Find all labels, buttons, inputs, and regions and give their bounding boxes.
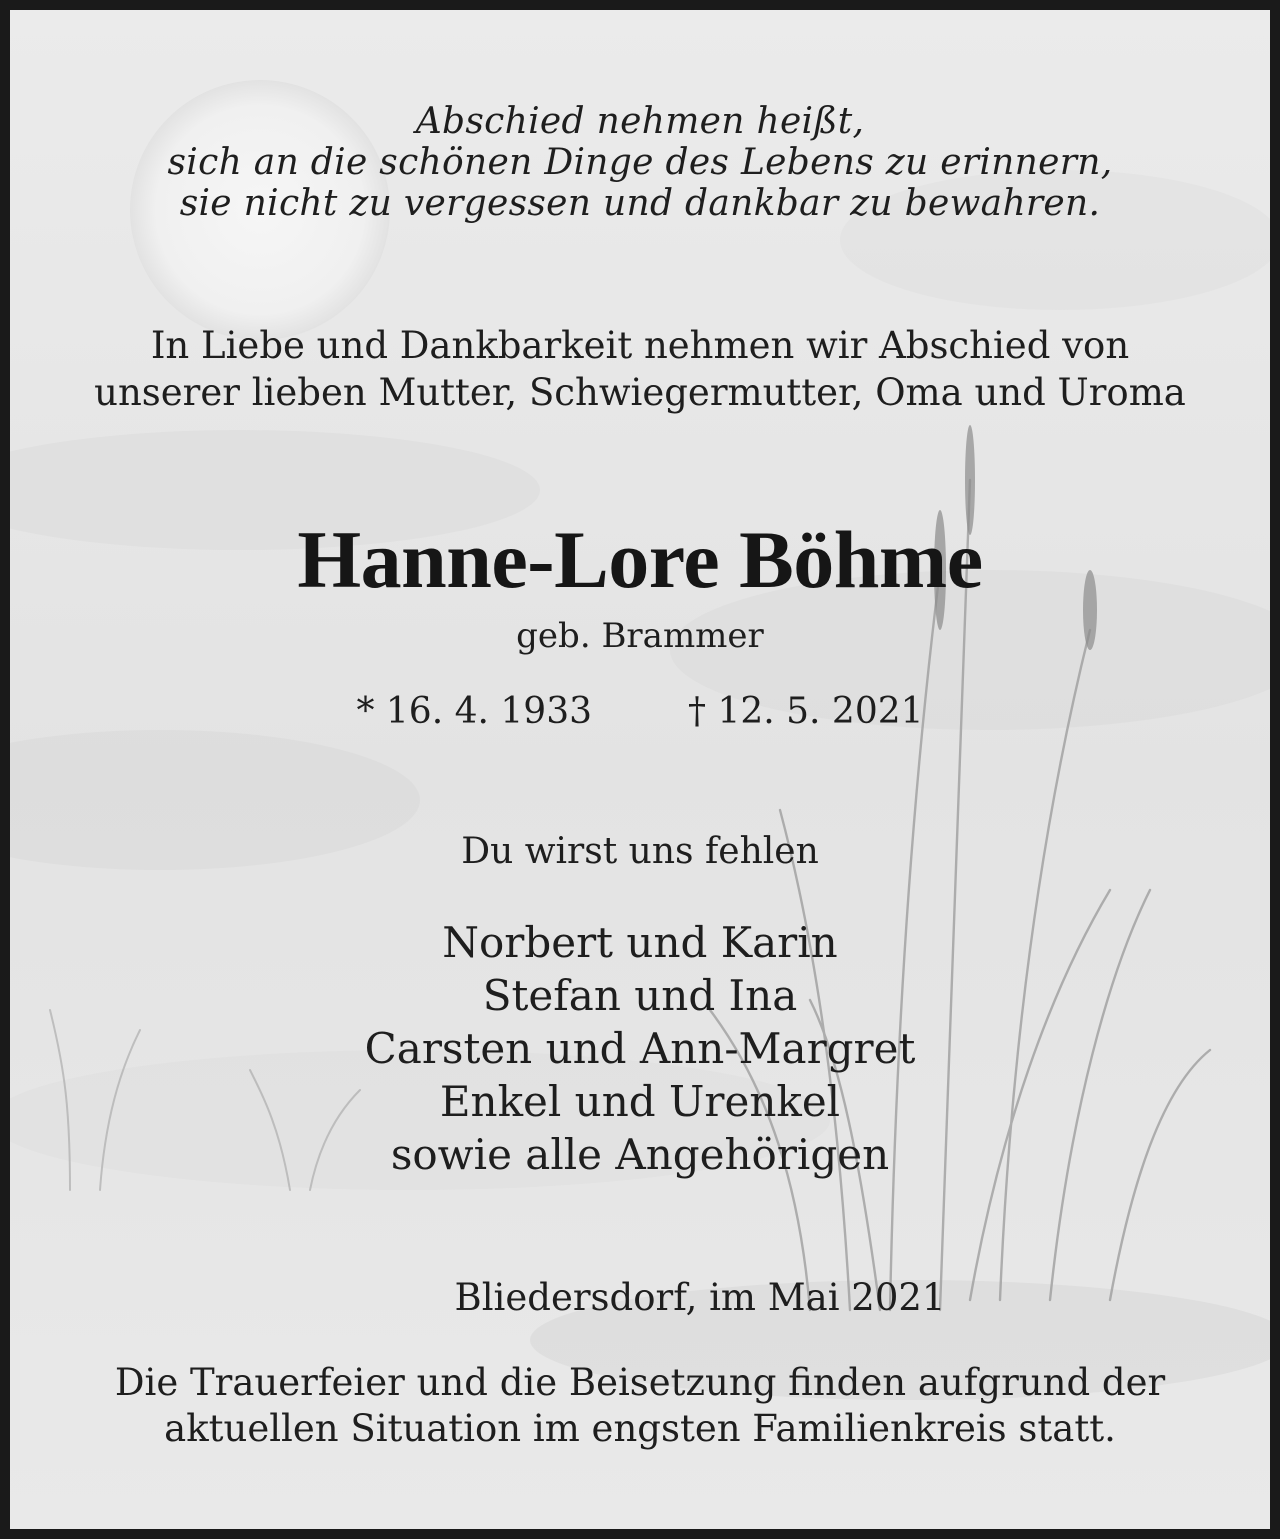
maiden-name: geb. Brammer	[516, 616, 764, 656]
motto-line: sich an die schönen Dinge des Lebens zu erinnern,	[167, 142, 1113, 183]
birth-date: * 16. 4. 1933	[356, 691, 592, 732]
funeral-note-line: aktuellen Situation im engsten Familienkreis statt.	[164, 1407, 1116, 1450]
farewell-line: Du wirst uns fehlen	[461, 831, 819, 872]
mourner-line: Carsten und Ann-Margret	[364, 1024, 916, 1073]
mourner-line: sowie alle Angehörigen	[390, 1130, 890, 1179]
funeral-note-line: Die Trauerfeier und die Beisetzung finden aufgrund der	[114, 1361, 1166, 1404]
motto-line: Abschied nehmen heißt,	[415, 101, 865, 142]
death-date: † 12. 5. 2021	[688, 691, 924, 732]
motto-line: sie nicht zu vergessen und dankbar zu bewahren.	[179, 183, 1101, 224]
intro-line: In Liebe und Dankbarkeit nehmen wir Abschied von	[150, 324, 1130, 367]
life-dates	[10, 691, 1270, 733]
obituary-text	[10, 10, 1270, 1529]
intro-line: unserer lieben Mutter, Schwiegermutter, Oma und Uroma	[94, 371, 1186, 414]
mourner-line: Stefan und Ina	[482, 971, 798, 1020]
mourner-line: Norbert und Karin	[442, 918, 838, 967]
place-date: Bliedersdorf, im Mai 2021	[454, 1276, 946, 1319]
mourner-line: Enkel und Urenkel	[439, 1077, 841, 1126]
deceased-name: Hanne-Lore Böhme	[297, 514, 983, 605]
